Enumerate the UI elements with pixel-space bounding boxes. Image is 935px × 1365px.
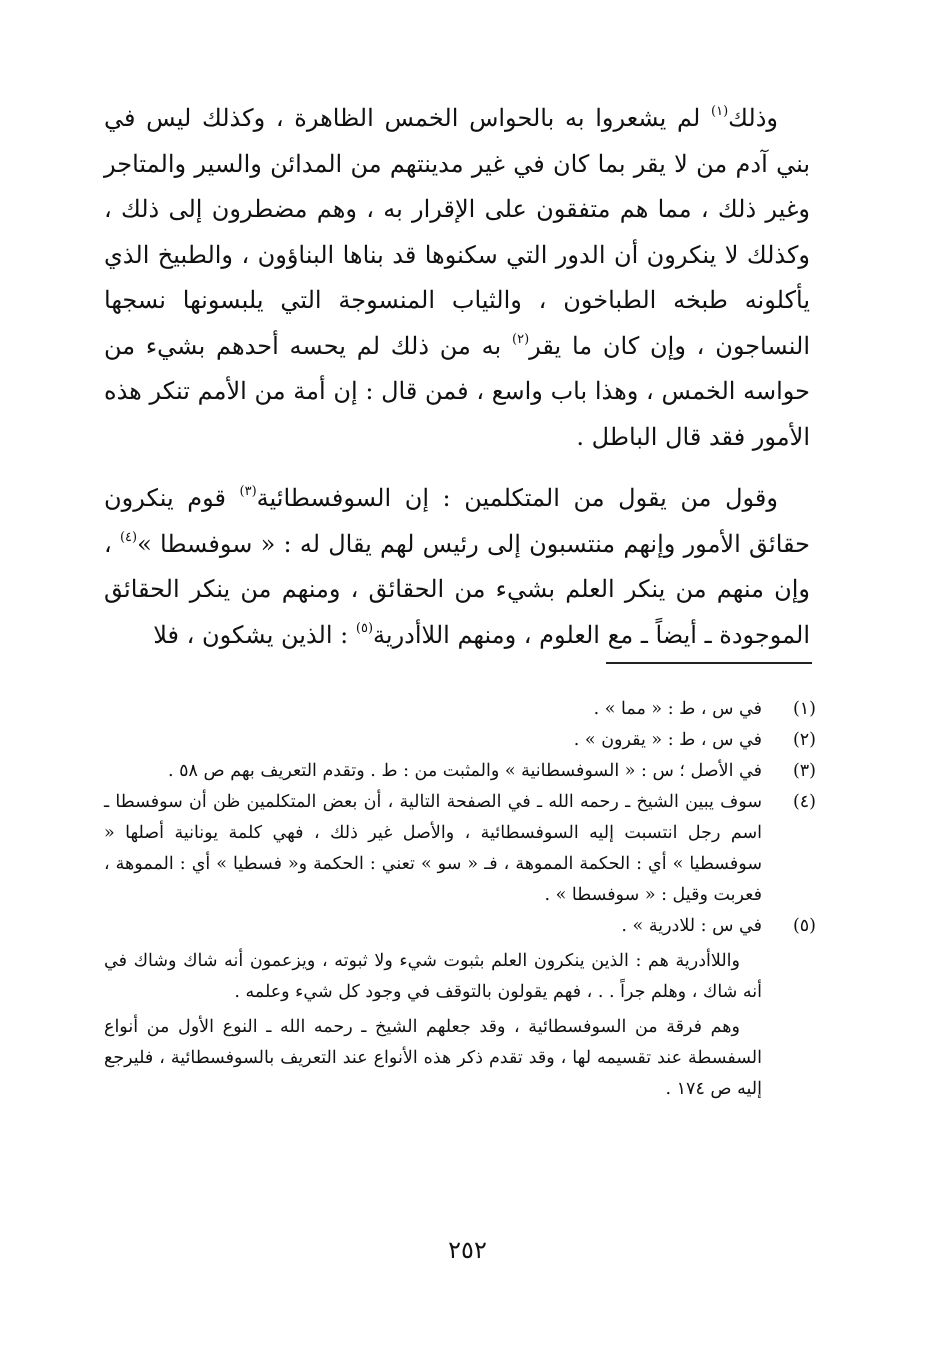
text-run: قوم ينكرون حقائق الأمور وإنهم منتسبون إلى رئيس لهم يقال له : « سوفسطا »: [104, 484, 810, 558]
footnote-marker-5: (٥): [355, 620, 374, 636]
footnote-5-explanation: وهم فرقة من السوفسطائية ، وقد جعلهم الشيخ ـ رحمه الله ـ النوع الأول من أنواع السفسطة عند تقسيمه لها ، وقد تقدم ذكر هذه الأنواع عند التعريف بالسوفسطائية ، فليرجع إليه ص ١٧٤ .: [104, 1017, 762, 1099]
text-run: لم يشعروا به بالحواس الخمس الظاهرة ، وكذلك ليس في بني آدم من لا يقر بما كان في غير مدينتهم من المدائن والسير والمتاجر وغير ذلك ، مما هم متفقون على الإقرار به ، وهم مضطرون إلى ذلك ، وكذلك لا ينكرون أن الدور التي سكنوها قد بناها البناؤون ، والطبيخ الذي يأكلونه طبخه الطباخون ، والثياب المنسوجة التي يلبسونها نسجها النساجون ، وإن كان ما يقر: [104, 104, 810, 360]
footnote-marker-2: (٢): [512, 331, 530, 347]
footnote-number: (٤): [792, 792, 816, 812]
page-number: ٢٥٢: [448, 1236, 487, 1264]
footnote-marker-1: (١): [711, 104, 729, 119]
text-run: به من ذلك لم يحسه أحدهم بشيء من حواسه الخمس ، وهذا باب واسع ، فمن قال : إن أمة من الأمم تنكر هذه الأمور فقد قال الباطل .: [104, 331, 810, 451]
footnote-5: [104, 911, 816, 942]
footnote-text: في س ، ط : « مما » .: [593, 699, 762, 719]
footnote-text: في س ، ط : « يقرون » .: [573, 730, 762, 750]
footnote-4: [104, 787, 816, 911]
text-run: ، وإن منهم من ينكر العلم بشيء من الحقائق ، ومنهم من ينكر الحقائق الموجودة ـ أيضاً ـ مع العلوم ، ومنهم اللاأدرية: [104, 529, 810, 649]
footnote-text: في الأصل ؛ س : « السوفسطانية » والمثبت من : ط . وتقدم التعريف بهم ص ٥٨ .: [167, 761, 762, 781]
footnote-number: (٥): [792, 916, 816, 936]
footnote-5-explanation: واللاأدرية هم : الذين ينكرون العلم بثبوت شيء ولا ثبوته ، ويزعمون أنه شاك وشاك في أنه شاك ، وهلم جراً . . ، فهم يقولون بالتوقف في وجود كل شيء وعلمه .: [104, 951, 762, 1002]
footnote-3: [104, 756, 816, 787]
footnote-number: (٣): [792, 761, 816, 781]
footnotes: [104, 694, 816, 1105]
footnote-number: (٢): [792, 730, 816, 750]
footnote-1: [104, 694, 816, 725]
body-paragraph-2: [104, 476, 810, 658]
main-text: [104, 96, 810, 658]
footnote-number: (١): [792, 699, 816, 719]
footnote-marker-3: (٣): [239, 484, 257, 499]
footnote-separator: [606, 662, 812, 664]
footnote-marker-4: (٤): [119, 529, 138, 545]
text-run: وقول من يقول من المتكلمين : إن السوفسطائية: [256, 484, 778, 512]
text-run: وذلك: [728, 104, 778, 132]
text-run: : الذين يشكون ، فلا: [153, 620, 356, 649]
body-paragraph-1: [104, 96, 810, 460]
footnote-text: سوف يبين الشيخ ـ رحمه الله ـ في الصفحة التالية ، أن بعض المتكلمين ظن أن سوفسطا ـ اسم رجل انتسبت إليه السوفسطائية ، والأصل غير ذلك ، فهي كلمة يونانية أصلها « سوفسطيا » أي : الحكمة المموهة ، فـ « سو » تعني : الحكمة و« فسطيا » أي : المموهة ، فعربت وقيل : « سوفسطا » .: [104, 792, 762, 905]
footnote-text: في س : للادرية » .: [621, 916, 762, 936]
footnote-2: [104, 725, 816, 756]
